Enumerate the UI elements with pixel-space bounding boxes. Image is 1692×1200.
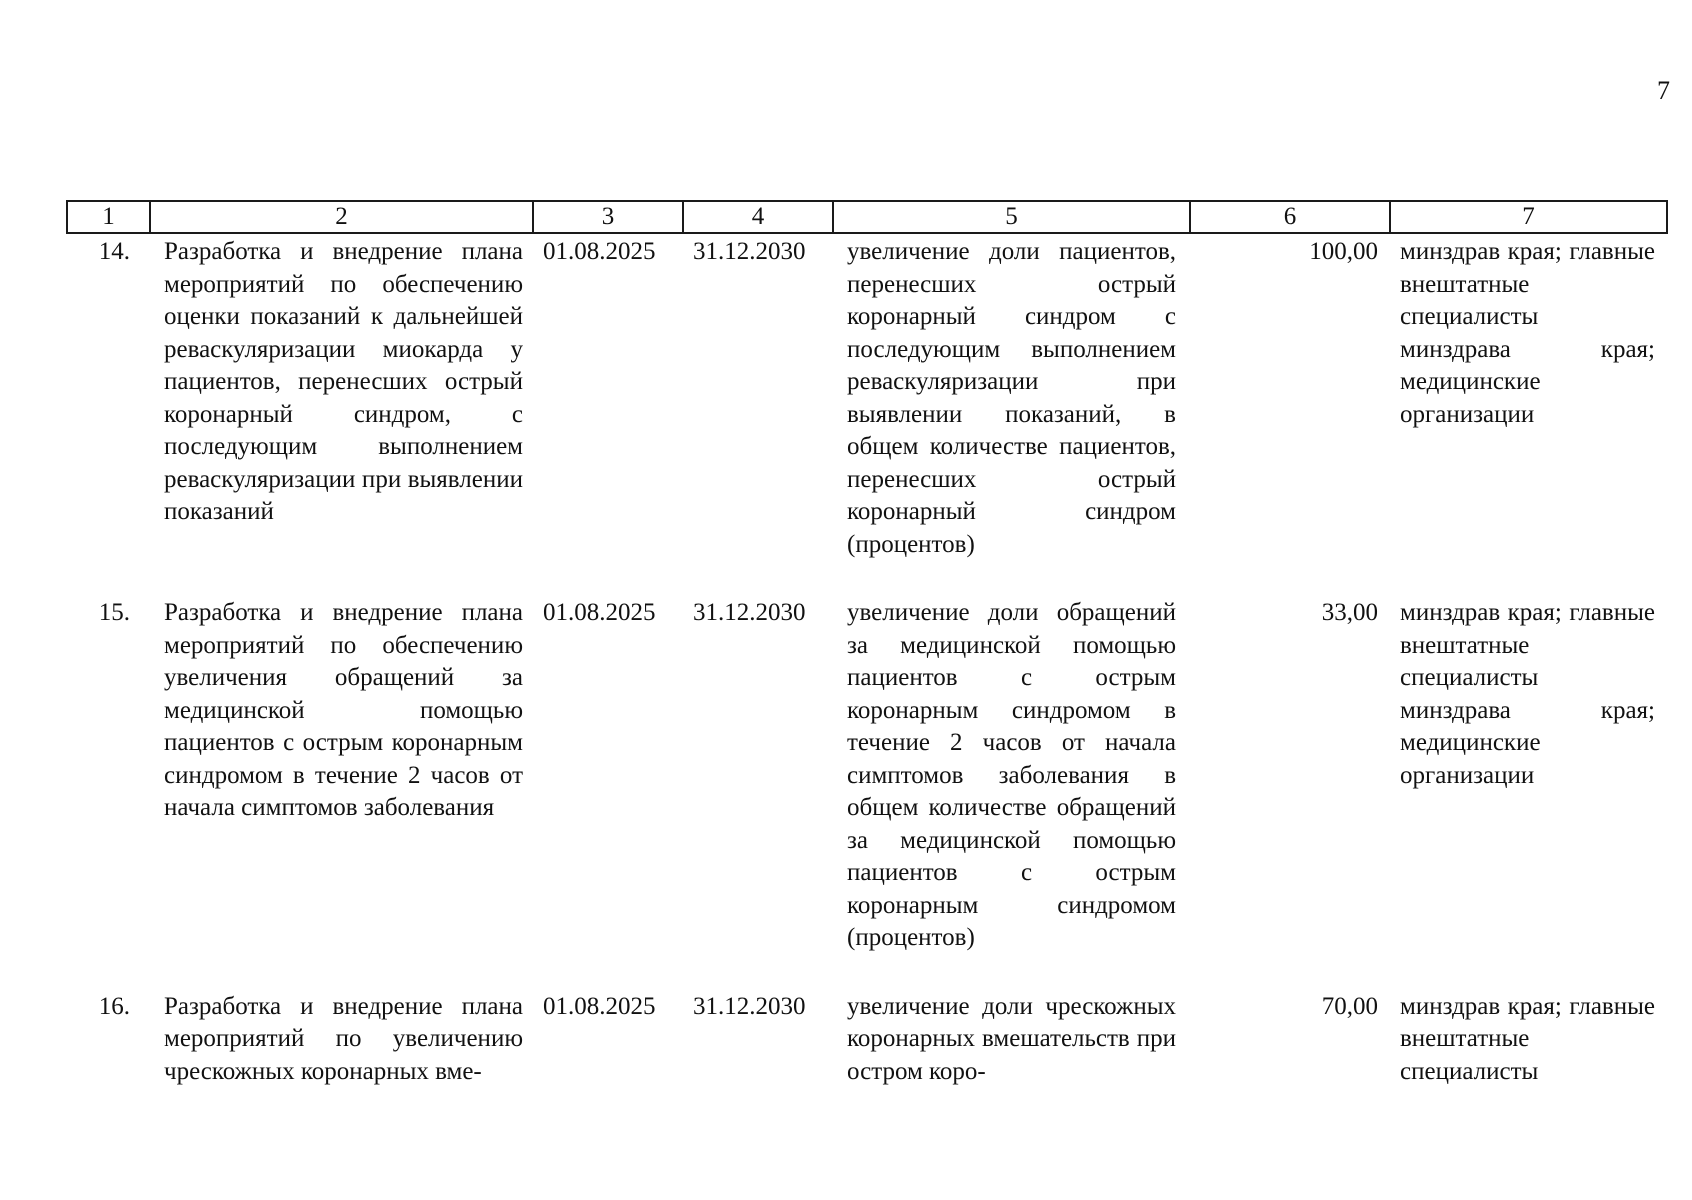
end-date: 31.12.2030 — [693, 992, 806, 1020]
indicator: увеличение доли пациентов, перенесших острый коронарный синдром с последующим выполнением реваскуляризации при выявлении показаний, в общем количестве пациентов, перенесших острый коронарный синдром (процентов) — [847, 238, 1176, 558]
header-col-7: 7 — [1390, 201, 1667, 233]
table-header-row — [67, 201, 1667, 233]
row-number: 15. — [98, 599, 130, 626]
header-col-3: 3 — [533, 201, 683, 233]
start-date: 01.08.2025 — [543, 599, 656, 626]
table-row — [67, 591, 1667, 955]
responsible: минздрав края; главные внештатные специалисты — [1400, 992, 1655, 1085]
row-number: 16. — [98, 992, 130, 1020]
row-spacer — [67, 561, 1667, 591]
table-row — [67, 985, 1667, 1089]
indicator-value: 100,00 — [1309, 238, 1378, 265]
row-number: 14. — [98, 238, 130, 265]
header-col-1: 1 — [67, 201, 150, 233]
table-row — [67, 233, 1667, 561]
start-date: 01.08.2025 — [543, 238, 656, 265]
row-spacer — [67, 955, 1667, 985]
end-date: 31.12.2030 — [693, 599, 806, 626]
page-number: 7 — [1657, 76, 1670, 105]
responsible: минздрав края; главные внештатные специалисты минздрава края; медицинские организации — [1400, 599, 1655, 789]
header-col-4: 4 — [683, 201, 833, 233]
indicator-value: 70,00 — [1321, 992, 1378, 1020]
header-col-6: 6 — [1190, 201, 1390, 233]
plan-table — [66, 200, 1668, 1088]
start-date: 01.08.2025 — [543, 992, 656, 1020]
measure-name: Разработка и внедрение плана мероприятий по обеспечению оценки показаний к дальнейшей реваскуляризации миокарда у пациентов, перенесших острый коронарный синдром, с последующим выполнением реваскуляризации при выявлении показаний — [164, 238, 523, 525]
end-date: 31.12.2030 — [693, 238, 806, 265]
header-col-5: 5 — [833, 201, 1190, 233]
responsible: минздрав края; главные внештатные специалисты минздрава края; медицинские организации — [1400, 238, 1655, 428]
measure-name: Разработка и внедрение плана мероприятий по увеличению чрескожных коронарных вме- — [164, 992, 523, 1085]
indicator: увеличение доли обращений за медицинской помощью пациентов с острым коронарным синдромом в течение 2 часов от начала симптомов заболевания в общем количестве обращений за медицинской помощью пациентов с острым коронарным синдромом (процентов) — [847, 599, 1176, 951]
indicator-value: 33,00 — [1321, 599, 1378, 626]
header-col-2: 2 — [150, 201, 533, 233]
measure-name: Разработка и внедрение плана мероприятий по обеспечению увеличения обращений за медицинской помощью пациентов с острым коронарным синдромом в течение 2 часов от начала симптомов заболевания — [164, 599, 523, 821]
indicator: увеличение доли чрескожных коронарных вмешательств при остром коро- — [847, 992, 1176, 1085]
